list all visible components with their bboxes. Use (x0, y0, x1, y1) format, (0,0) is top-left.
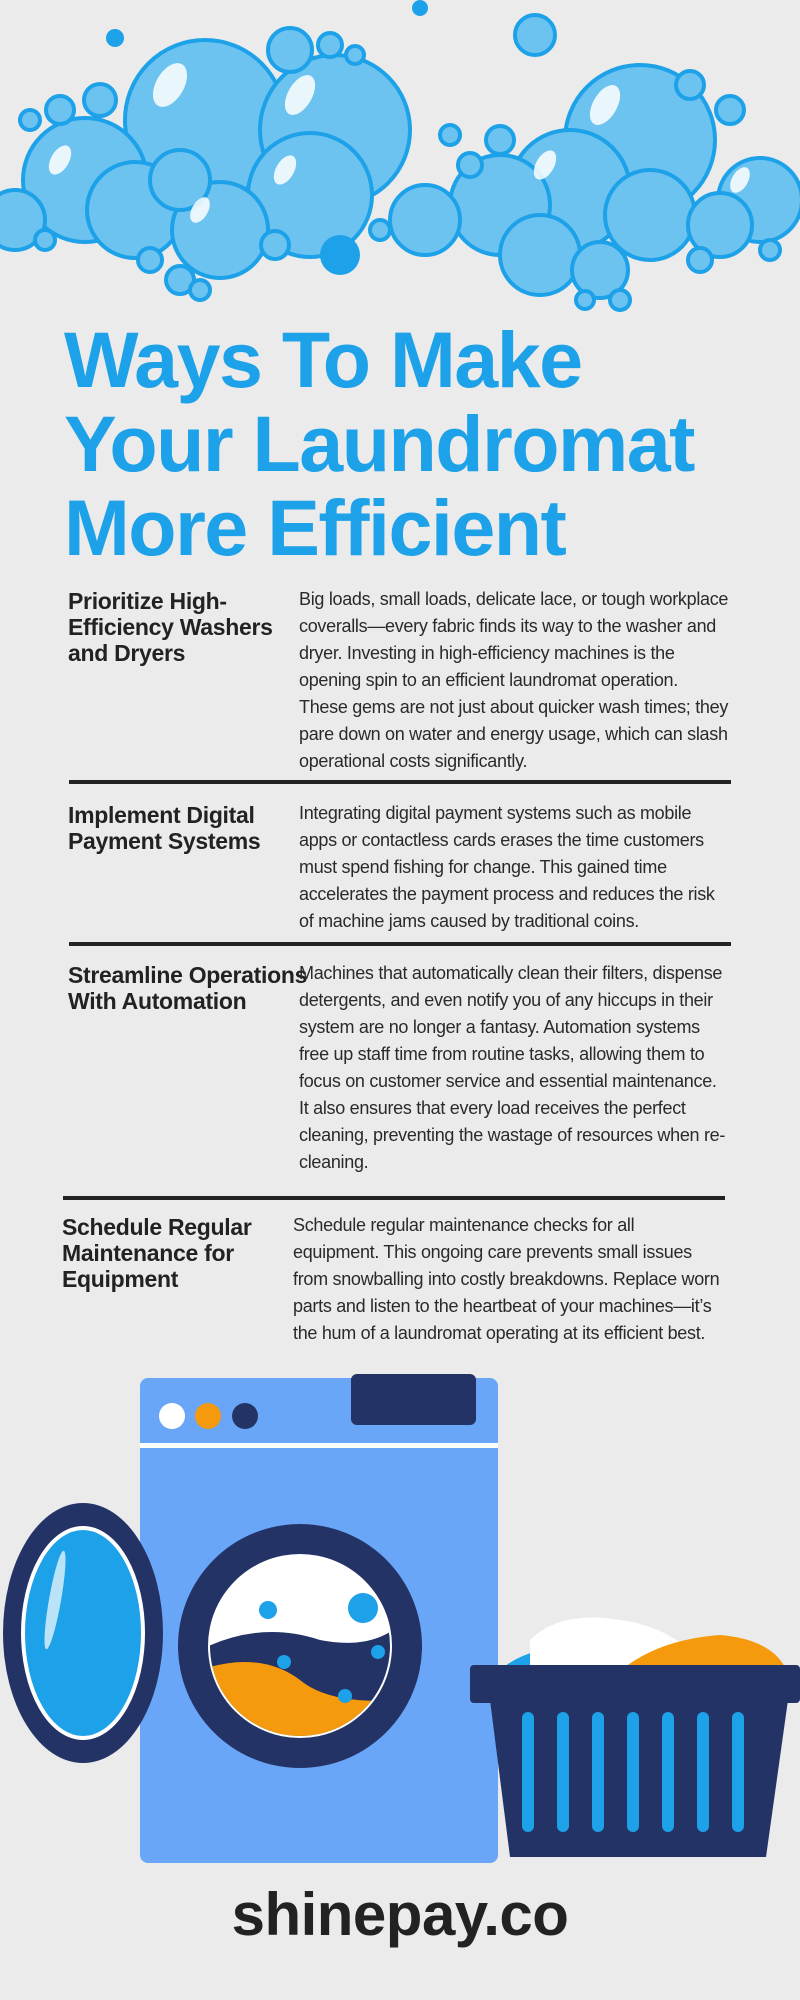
washer-and-basket-illustration (0, 1360, 800, 1880)
brand-footer: shinepay.co (231, 1881, 569, 1948)
section-divider (63, 1196, 725, 1200)
indicator-light-white (159, 1403, 185, 1429)
section-heading: Prioritize High-Efficiency Washers and Dryers (68, 588, 273, 666)
page-title (64, 315, 694, 572)
section-heading: Schedule Regular Maintenance for Equipment (62, 1214, 252, 1292)
section-heading: Streamline Operations With Automation (68, 962, 308, 1014)
washing-machine (3, 1374, 498, 1863)
indicator-light-orange (195, 1403, 221, 1429)
section-divider (69, 942, 731, 946)
indicator-light-navy (232, 1403, 258, 1429)
laundry-basket (470, 1618, 800, 1858)
section-divider (69, 780, 731, 784)
title-line-3: More Efficient (64, 483, 566, 572)
section-body: Integrating digital payment systems such as mobile apps or contactless cards erases the time customers must spend fishing for change. This gained time accelerates the payment process and reduces the risk of machine jams caused by traditional coins. (299, 803, 715, 931)
title-line-1: Ways To Make (64, 315, 582, 404)
title-line-2: Your Laundromat (64, 399, 694, 488)
section-body: Schedule regular maintenance checks for all equipment. This ongoing care prevents small issues from snowballing into costly breakdowns. Replace worn parts and listen to the heartbeat of your machines—it’s the hum of a laundromat operating at its efficient best. (293, 1215, 720, 1343)
section-body: Big loads, small loads, delicate lace, or tough workplace coveralls—every fabric finds its way to the washer and dryer. Investing in high-efficiency machines is the opening spin to an efficient laundromat operation. These gems are not just about quicker wash times; they pare down on water and energy usage, which can slash operational costs significantly. (299, 589, 729, 771)
soap-bubbles-illustration (0, 0, 800, 330)
section-body: Machines that automatically clean their filters, dispense detergents, and even notify you of any hiccups in their system are no longer a fantasy. Automation systems free up staff time from routine tasks, allowing them to focus on customer service and essential maintenance. It also ensures that every load receives the perfect cleaning, preventing the wastage of resources when re-cleaning. (299, 963, 726, 1172)
control-panel (351, 1374, 476, 1425)
section-heading: Implement Digital Payment Systems (68, 802, 261, 854)
